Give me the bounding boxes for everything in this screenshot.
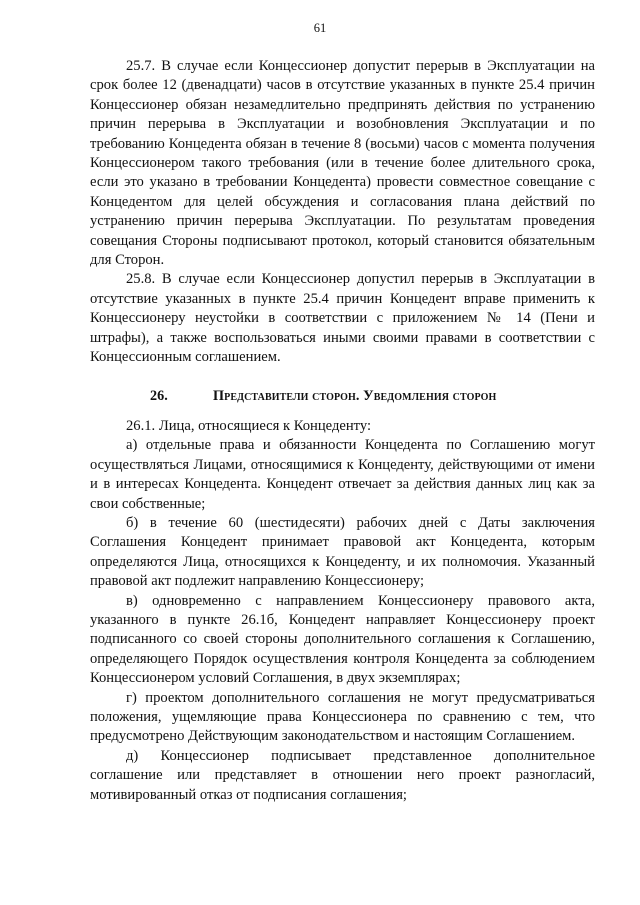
paragraph-25-7: 25.7. В случае если Концессионер допустит перерыв в Эксплуатации на срок более 12 (двенадцати) часов в отсутствие указанных в пункте 25.4 причин Концессионер обязан незамедлительно предпринять действия по устранению причин перерыва в Эксплуатации и возобновления Эксплуатации и по требованию Концедента обязан в течение 8 (восьми) часов с момента получения Концессионером такого требования (или в течение более длительного срока, если это указано в требовании Концедента) провести совместное совещание с Концедентом для целей обсуждения и согласования плана действий по устранению причин перерыва Эксплуатации. По результатам проведения совещания Стороны подписывают протокол, который становится обязательным для Сторон. — [90, 58, 595, 269]
item-v: в) одновременно с направлением Концессионеру правового акта, указанного в пункте 26.1б, Концедент направляет Концессионеру проект подписанного со своей стороны дополнительного соглашения к Соглашению, определяющего Порядок осуществления контроля Концедента за соблюдением Концессионером условий Соглашения, в двух экземплярах; — [90, 592, 595, 687]
item-b: б) в течение 60 (шестидесяти) рабочих дней с Даты заключения Соглашения Концедент принимает правовой акт Концедента, которым определяются Лица, относящихся к Концеденту, и их полномочия. Указанный правовой акт подлежит направлению Концессионеру; — [90, 514, 595, 590]
section-title: Представители сторон. Уведомления сторон — [213, 387, 497, 404]
document-body — [90, 57, 595, 805]
item-d: д) Концессионер подписывает представленное дополнительное соглашение или представляет в отношении него проект разногласий, мотивированный отказ от подписания соглашения; — [90, 747, 595, 803]
section-number: 26. — [150, 387, 168, 404]
item-g: г) проектом дополнительного соглашения не могут предусматриваться положения, ущемляющие права Концессионера по сравнению с тем, что предусмотрено Действующим законодательством и настоящим Соглашением. — [90, 689, 595, 745]
item-a: а) отдельные права и обязанности Концедента по Соглашению могут осуществляться Лицами, относящимися к Концеденту, действующими от имени и в интересах Концедента. Концедент отвечает за действия данных лиц как за свои собственные; — [90, 437, 595, 512]
section-heading — [90, 387, 595, 406]
page-number: 61 — [313, 21, 327, 35]
paragraph-25-8: 25.8. В случае если Концессионер допустил перерыв в Эксплуатации в отсутствие указанных в пункте 25.4 причин Концедент вправе применить к Концессионеру неустойки в соответствии с приложением № 14 (Пени и штрафы), а также воспользоваться иными своими правами в соответствии с Концессионным соглашением. — [90, 271, 595, 366]
item-26-1: 26.1. Лица, относящиеся к Концеденту: — [126, 417, 372, 434]
